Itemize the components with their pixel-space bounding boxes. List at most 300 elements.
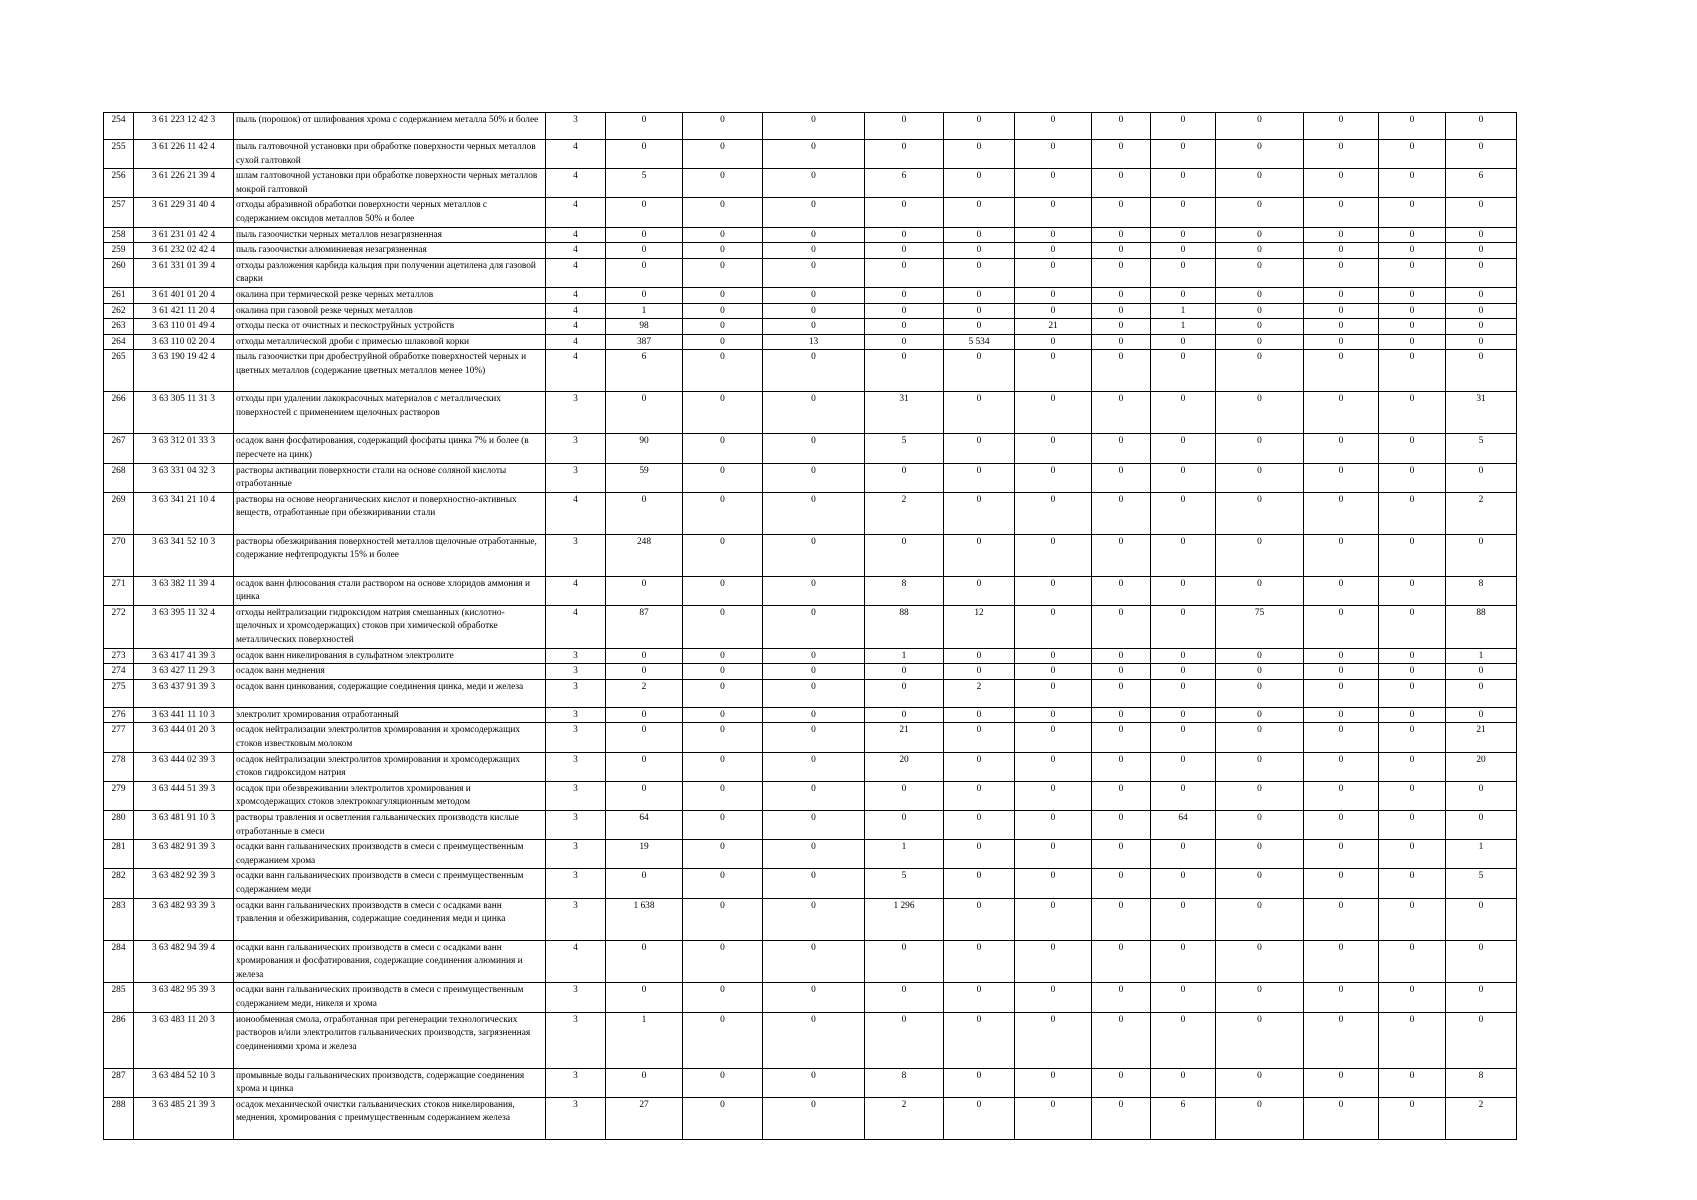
- value-cell: 0: [1151, 258, 1216, 287]
- hazard-class-cell: 4: [546, 198, 606, 227]
- value-cell: 0: [1304, 679, 1379, 707]
- value-cell: 0: [1379, 898, 1446, 940]
- value-cell: 5: [865, 869, 944, 898]
- table-row: [104, 434, 1517, 463]
- hazard-class-cell: 3: [546, 664, 606, 680]
- value-cell: 0: [865, 350, 944, 392]
- value-cell: 0: [606, 576, 683, 605]
- value-cell: 0: [763, 940, 865, 983]
- value-cell: 0: [1446, 113, 1517, 140]
- value-cell: 0: [1092, 723, 1151, 752]
- table-row: [104, 940, 1517, 983]
- value-cell: 0: [763, 605, 865, 648]
- fkko-code-cell: 3 63 482 92 39 3: [134, 869, 234, 898]
- row-number-cell: 273: [104, 648, 134, 664]
- value-cell: 1: [1151, 319, 1216, 335]
- waste-name-cell: отходы при удалении лакокрасочных материалов с металлических поверхностей с применением щелочных растворов: [234, 392, 546, 434]
- value-cell: 0: [865, 781, 944, 810]
- value-cell: 0: [865, 303, 944, 319]
- value-cell: 98: [606, 319, 683, 335]
- value-cell: 59: [606, 463, 683, 492]
- row-number-cell: 270: [104, 534, 134, 576]
- value-cell: 0: [763, 1068, 865, 1097]
- waste-name-cell: осадок ванн никелирования в сульфатном электролите: [234, 648, 546, 664]
- hazard-class-cell: 3: [546, 434, 606, 463]
- value-cell: 0: [763, 319, 865, 335]
- fkko-code-cell: 3 63 437 91 39 3: [134, 679, 234, 707]
- row-number-cell: 283: [104, 898, 134, 940]
- fkko-code-cell: 3 61 223 12 42 3: [134, 113, 234, 140]
- value-cell: 0: [1015, 303, 1092, 319]
- value-cell: 0: [1092, 1097, 1151, 1139]
- waste-name-cell: осадок ванн фосфатирования, содержащий фосфаты цинка 7% и более (в пересчете на цинк): [234, 434, 546, 463]
- value-cell: 0: [683, 392, 763, 434]
- value-cell: 1: [1151, 303, 1216, 319]
- table-row: [104, 227, 1517, 243]
- value-cell: 0: [683, 492, 763, 534]
- value-cell: 0: [683, 227, 763, 243]
- value-cell: 0: [1092, 350, 1151, 392]
- value-cell: 0: [1216, 258, 1304, 287]
- fkko-code-cell: 3 63 482 93 39 3: [134, 898, 234, 940]
- value-cell: 6: [865, 169, 944, 198]
- value-cell: 0: [606, 113, 683, 140]
- value-cell: 0: [1216, 940, 1304, 983]
- value-cell: 0: [1379, 648, 1446, 664]
- value-cell: 0: [1304, 664, 1379, 680]
- value-cell: 0: [683, 576, 763, 605]
- value-cell: 0: [1304, 1012, 1379, 1068]
- value-cell: 0: [1151, 534, 1216, 576]
- waste-name-cell: отходы абразивной обработки поверхности черных металлов с содержанием оксидов металлов 50% и более: [234, 198, 546, 227]
- value-cell: 0: [1446, 707, 1517, 723]
- value-cell: 0: [763, 1097, 865, 1139]
- hazard-class-cell: 3: [546, 534, 606, 576]
- value-cell: 0: [1015, 534, 1092, 576]
- value-cell: 0: [763, 287, 865, 303]
- value-cell: 0: [683, 840, 763, 869]
- table-row: [104, 303, 1517, 319]
- value-cell: 0: [683, 898, 763, 940]
- value-cell: 27: [606, 1097, 683, 1139]
- value-cell: 0: [1379, 983, 1446, 1012]
- value-cell: 0: [1379, 752, 1446, 781]
- value-cell: 0: [683, 781, 763, 810]
- value-cell: 0: [1015, 350, 1092, 392]
- value-cell: 0: [1092, 576, 1151, 605]
- fkko-code-cell: 3 63 482 94 39 4: [134, 940, 234, 983]
- value-cell: 0: [683, 648, 763, 664]
- value-cell: 0: [1151, 679, 1216, 707]
- value-cell: 31: [865, 392, 944, 434]
- table-row: [104, 679, 1517, 707]
- waste-name-cell: пыль газоочистки черных металлов незагрязненная: [234, 227, 546, 243]
- value-cell: 0: [683, 463, 763, 492]
- value-cell: 0: [865, 227, 944, 243]
- waste-name-cell: пыль (порошок) от шлифования хрома с содержанием металла 50% и более: [234, 113, 546, 140]
- value-cell: 0: [1304, 707, 1379, 723]
- value-cell: 0: [763, 198, 865, 227]
- value-cell: 0: [1304, 492, 1379, 534]
- hazard-class-cell: 3: [546, 1012, 606, 1068]
- value-cell: 0: [1446, 898, 1517, 940]
- hazard-class-cell: 4: [546, 287, 606, 303]
- hazard-class-cell: 3: [546, 679, 606, 707]
- hazard-class-cell: 4: [546, 334, 606, 350]
- value-cell: 5 534: [944, 334, 1015, 350]
- value-cell: 1: [606, 303, 683, 319]
- value-cell: 0: [865, 811, 944, 840]
- row-number-cell: 281: [104, 840, 134, 869]
- value-cell: 0: [763, 869, 865, 898]
- value-cell: 2: [606, 679, 683, 707]
- fkko-code-cell: 3 61 331 01 39 4: [134, 258, 234, 287]
- fkko-code-cell: 3 61 421 11 20 4: [134, 303, 234, 319]
- row-number-cell: 288: [104, 1097, 134, 1139]
- fkko-code-cell: 3 63 331 04 32 3: [134, 463, 234, 492]
- value-cell: 0: [1015, 492, 1092, 534]
- value-cell: 0: [1151, 169, 1216, 198]
- value-cell: 88: [865, 605, 944, 648]
- value-cell: 0: [1379, 334, 1446, 350]
- value-cell: 8: [1446, 576, 1517, 605]
- value-cell: 1 296: [865, 898, 944, 940]
- value-cell: 0: [1304, 319, 1379, 335]
- value-cell: 0: [1151, 243, 1216, 259]
- value-cell: 0: [1446, 319, 1517, 335]
- row-number-cell: 254: [104, 113, 134, 140]
- value-cell: 0: [1216, 113, 1304, 140]
- row-number-cell: 271: [104, 576, 134, 605]
- value-cell: 0: [1092, 243, 1151, 259]
- value-cell: 0: [1216, 492, 1304, 534]
- value-cell: 0: [1304, 576, 1379, 605]
- fkko-code-cell: 3 63 312 01 33 3: [134, 434, 234, 463]
- value-cell: 0: [1216, 869, 1304, 898]
- value-cell: 0: [1151, 492, 1216, 534]
- table-row: [104, 983, 1517, 1012]
- value-cell: 6: [1151, 1097, 1216, 1139]
- table-row: [104, 781, 1517, 810]
- value-cell: 0: [1015, 811, 1092, 840]
- row-number-cell: 260: [104, 258, 134, 287]
- row-number-cell: 256: [104, 169, 134, 198]
- value-cell: 0: [1092, 140, 1151, 169]
- value-cell: 0: [683, 243, 763, 259]
- value-cell: 0: [1216, 752, 1304, 781]
- value-cell: 6: [606, 350, 683, 392]
- value-cell: 0: [1379, 258, 1446, 287]
- waste-name-cell: промывные воды гальванических производств, содержащие соединения хрома и цинка: [234, 1068, 546, 1097]
- waste-name-cell: осадки ванн гальванических производств в смеси с осадками ванн хромирования и фосфатирования, содержащие соединения алюминия и железа: [234, 940, 546, 983]
- hazard-class-cell: 3: [546, 811, 606, 840]
- hazard-class-cell: 4: [546, 227, 606, 243]
- value-cell: 0: [763, 258, 865, 287]
- value-cell: 0: [683, 287, 763, 303]
- hazard-class-cell: 4: [546, 940, 606, 983]
- value-cell: 0: [683, 534, 763, 576]
- value-cell: 2: [1446, 492, 1517, 534]
- table-row: [104, 1068, 1517, 1097]
- value-cell: 0: [683, 723, 763, 752]
- hazard-class-cell: 4: [546, 350, 606, 392]
- fkko-code-cell: 3 61 226 11 42 4: [134, 140, 234, 169]
- fkko-code-cell: 3 63 484 52 10 3: [134, 1068, 234, 1097]
- value-cell: 248: [606, 534, 683, 576]
- value-cell: 0: [1304, 940, 1379, 983]
- row-number-cell: 284: [104, 940, 134, 983]
- value-cell: 0: [1151, 140, 1216, 169]
- value-cell: 21: [1446, 723, 1517, 752]
- value-cell: 0: [1379, 1012, 1446, 1068]
- row-number-cell: 286: [104, 1012, 134, 1068]
- waste-name-cell: осадки ванн гальванических производств в смеси с преимущественным содержанием меди: [234, 869, 546, 898]
- value-cell: 0: [1216, 319, 1304, 335]
- value-cell: 0: [1151, 350, 1216, 392]
- waste-table-page: [103, 112, 1516, 1140]
- table-row: [104, 605, 1517, 648]
- value-cell: 0: [1446, 350, 1517, 392]
- value-cell: 0: [1379, 463, 1446, 492]
- value-cell: 0: [1304, 811, 1379, 840]
- value-cell: 0: [1446, 664, 1517, 680]
- value-cell: 1: [865, 648, 944, 664]
- value-cell: 0: [1216, 648, 1304, 664]
- fkko-code-cell: 3 61 231 01 42 4: [134, 227, 234, 243]
- row-number-cell: 257: [104, 198, 134, 227]
- value-cell: 0: [1092, 334, 1151, 350]
- value-cell: 0: [1446, 463, 1517, 492]
- hazard-class-cell: 4: [546, 140, 606, 169]
- value-cell: 0: [1304, 303, 1379, 319]
- hazard-class-cell: 4: [546, 576, 606, 605]
- value-cell: 0: [1216, 334, 1304, 350]
- table-row: [104, 840, 1517, 869]
- table-row: [104, 287, 1517, 303]
- value-cell: 0: [1015, 898, 1092, 940]
- value-cell: 0: [1092, 752, 1151, 781]
- value-cell: 0: [865, 707, 944, 723]
- value-cell: 6: [1446, 169, 1517, 198]
- value-cell: 0: [1015, 576, 1092, 605]
- value-cell: 64: [1151, 811, 1216, 840]
- value-cell: 0: [1015, 463, 1092, 492]
- table-row: [104, 243, 1517, 259]
- value-cell: 0: [606, 781, 683, 810]
- value-cell: 0: [1015, 198, 1092, 227]
- table-row: [104, 869, 1517, 898]
- value-cell: 0: [606, 940, 683, 983]
- value-cell: 5: [1446, 869, 1517, 898]
- value-cell: 0: [683, 940, 763, 983]
- value-cell: 0: [1216, 679, 1304, 707]
- row-number-cell: 263: [104, 319, 134, 335]
- value-cell: 0: [1151, 664, 1216, 680]
- table-row: [104, 723, 1517, 752]
- row-number-cell: 287: [104, 1068, 134, 1097]
- value-cell: 0: [763, 243, 865, 259]
- value-cell: 0: [1092, 679, 1151, 707]
- value-cell: 87: [606, 605, 683, 648]
- value-cell: 0: [606, 648, 683, 664]
- value-cell: 0: [1379, 840, 1446, 869]
- value-cell: 0: [606, 287, 683, 303]
- waste-name-cell: осадок ванн цинкования, содержащие соединения цинка, меди и железа: [234, 679, 546, 707]
- value-cell: 0: [944, 576, 1015, 605]
- value-cell: 0: [1379, 723, 1446, 752]
- hazard-class-cell: 4: [546, 319, 606, 335]
- value-cell: 0: [1304, 434, 1379, 463]
- value-cell: 0: [1379, 534, 1446, 576]
- value-cell: 0: [763, 140, 865, 169]
- value-cell: 0: [944, 648, 1015, 664]
- value-cell: 0: [1216, 707, 1304, 723]
- row-number-cell: 267: [104, 434, 134, 463]
- value-cell: 0: [606, 983, 683, 1012]
- value-cell: 8: [865, 1068, 944, 1097]
- waste-name-cell: осадок нейтрализации электролитов хромирования и хромсодержащих стоков известковым молоком: [234, 723, 546, 752]
- hazard-class-cell: 3: [546, 392, 606, 434]
- value-cell: 0: [865, 319, 944, 335]
- hazard-class-cell: 3: [546, 1068, 606, 1097]
- value-cell: 0: [763, 350, 865, 392]
- value-cell: 0: [865, 463, 944, 492]
- row-number-cell: 259: [104, 243, 134, 259]
- row-number-cell: 276: [104, 707, 134, 723]
- table-row: [104, 169, 1517, 198]
- value-cell: 0: [1015, 140, 1092, 169]
- value-cell: 0: [1092, 648, 1151, 664]
- value-cell: 0: [865, 940, 944, 983]
- value-cell: 0: [1304, 1097, 1379, 1139]
- value-cell: 0: [1446, 198, 1517, 227]
- value-cell: 0: [944, 392, 1015, 434]
- table-row: [104, 350, 1517, 392]
- value-cell: 0: [1092, 392, 1151, 434]
- value-cell: 0: [1216, 534, 1304, 576]
- value-cell: 0: [1015, 605, 1092, 648]
- value-cell: 0: [1446, 243, 1517, 259]
- value-cell: 0: [1304, 169, 1379, 198]
- value-cell: 0: [1446, 334, 1517, 350]
- value-cell: 0: [1151, 463, 1216, 492]
- value-cell: 0: [683, 319, 763, 335]
- waste-name-cell: отходы песка от очистных и пескоструйных устройств: [234, 319, 546, 335]
- value-cell: 0: [1216, 303, 1304, 319]
- value-cell: 0: [1015, 1097, 1092, 1139]
- row-number-cell: 275: [104, 679, 134, 707]
- value-cell: 0: [1151, 723, 1216, 752]
- value-cell: 0: [763, 723, 865, 752]
- value-cell: 387: [606, 334, 683, 350]
- value-cell: 0: [1015, 227, 1092, 243]
- row-number-cell: 282: [104, 869, 134, 898]
- value-cell: 0: [1015, 258, 1092, 287]
- value-cell: 20: [865, 752, 944, 781]
- value-cell: 0: [944, 319, 1015, 335]
- table-row: [104, 534, 1517, 576]
- value-cell: 0: [606, 869, 683, 898]
- row-number-cell: 279: [104, 781, 134, 810]
- value-cell: 0: [944, 1068, 1015, 1097]
- value-cell: 0: [1151, 287, 1216, 303]
- value-cell: 0: [606, 707, 683, 723]
- value-cell: 0: [1379, 227, 1446, 243]
- waste-name-cell: окалина при термической резке черных металлов: [234, 287, 546, 303]
- value-cell: 0: [1379, 492, 1446, 534]
- table-row: [104, 258, 1517, 287]
- value-cell: 0: [763, 303, 865, 319]
- fkko-code-cell: 3 63 417 41 39 3: [134, 648, 234, 664]
- fkko-code-cell: 3 63 485 21 39 3: [134, 1097, 234, 1139]
- value-cell: 0: [1092, 781, 1151, 810]
- table-row: [104, 811, 1517, 840]
- value-cell: 0: [683, 334, 763, 350]
- value-cell: 0: [683, 752, 763, 781]
- waste-name-cell: окалина при газовой резке черных металлов: [234, 303, 546, 319]
- waste-name-cell: пыль газоочистки алюминиевая незагрязненная: [234, 243, 546, 259]
- value-cell: 0: [1446, 258, 1517, 287]
- value-cell: 0: [944, 840, 1015, 869]
- value-cell: 0: [1216, 840, 1304, 869]
- row-number-cell: 269: [104, 492, 134, 534]
- value-cell: 8: [865, 576, 944, 605]
- value-cell: 0: [1446, 811, 1517, 840]
- value-cell: 0: [683, 169, 763, 198]
- value-cell: 0: [606, 392, 683, 434]
- row-number-cell: 274: [104, 664, 134, 680]
- row-number-cell: 255: [104, 140, 134, 169]
- waste-name-cell: осадки ванн гальванических производств в смеси с преимущественным содержанием меди, никеля и хрома: [234, 983, 546, 1012]
- value-cell: 0: [683, 1097, 763, 1139]
- row-number-cell: 264: [104, 334, 134, 350]
- table-row: [104, 492, 1517, 534]
- value-cell: 0: [944, 869, 1015, 898]
- value-cell: 0: [944, 534, 1015, 576]
- waste-name-cell: электролит хромирования отработанный: [234, 707, 546, 723]
- value-cell: 0: [944, 303, 1015, 319]
- value-cell: 0: [763, 898, 865, 940]
- value-cell: 0: [944, 811, 1015, 840]
- value-cell: 0: [1151, 940, 1216, 983]
- value-cell: 0: [1015, 781, 1092, 810]
- value-cell: 0: [1092, 898, 1151, 940]
- table-row: [104, 752, 1517, 781]
- value-cell: 0: [1304, 648, 1379, 664]
- value-cell: 0: [1151, 898, 1216, 940]
- table-row: [104, 898, 1517, 940]
- value-cell: 0: [1015, 169, 1092, 198]
- fkko-code-cell: 3 63 482 95 39 3: [134, 983, 234, 1012]
- fkko-code-cell: 3 63 444 02 39 3: [134, 752, 234, 781]
- value-cell: 0: [1015, 113, 1092, 140]
- value-cell: 0: [1092, 869, 1151, 898]
- value-cell: 90: [606, 434, 683, 463]
- value-cell: 0: [1015, 243, 1092, 259]
- value-cell: 0: [1446, 534, 1517, 576]
- waste-inventory-table: [103, 112, 1517, 1140]
- value-cell: 0: [1015, 940, 1092, 983]
- value-cell: 0: [944, 169, 1015, 198]
- value-cell: 0: [944, 287, 1015, 303]
- row-number-cell: 265: [104, 350, 134, 392]
- value-cell: 0: [1216, 287, 1304, 303]
- value-cell: 0: [865, 258, 944, 287]
- value-cell: 0: [1304, 350, 1379, 392]
- fkko-code-cell: 3 63 427 11 29 3: [134, 664, 234, 680]
- value-cell: 0: [1015, 334, 1092, 350]
- value-cell: 0: [763, 576, 865, 605]
